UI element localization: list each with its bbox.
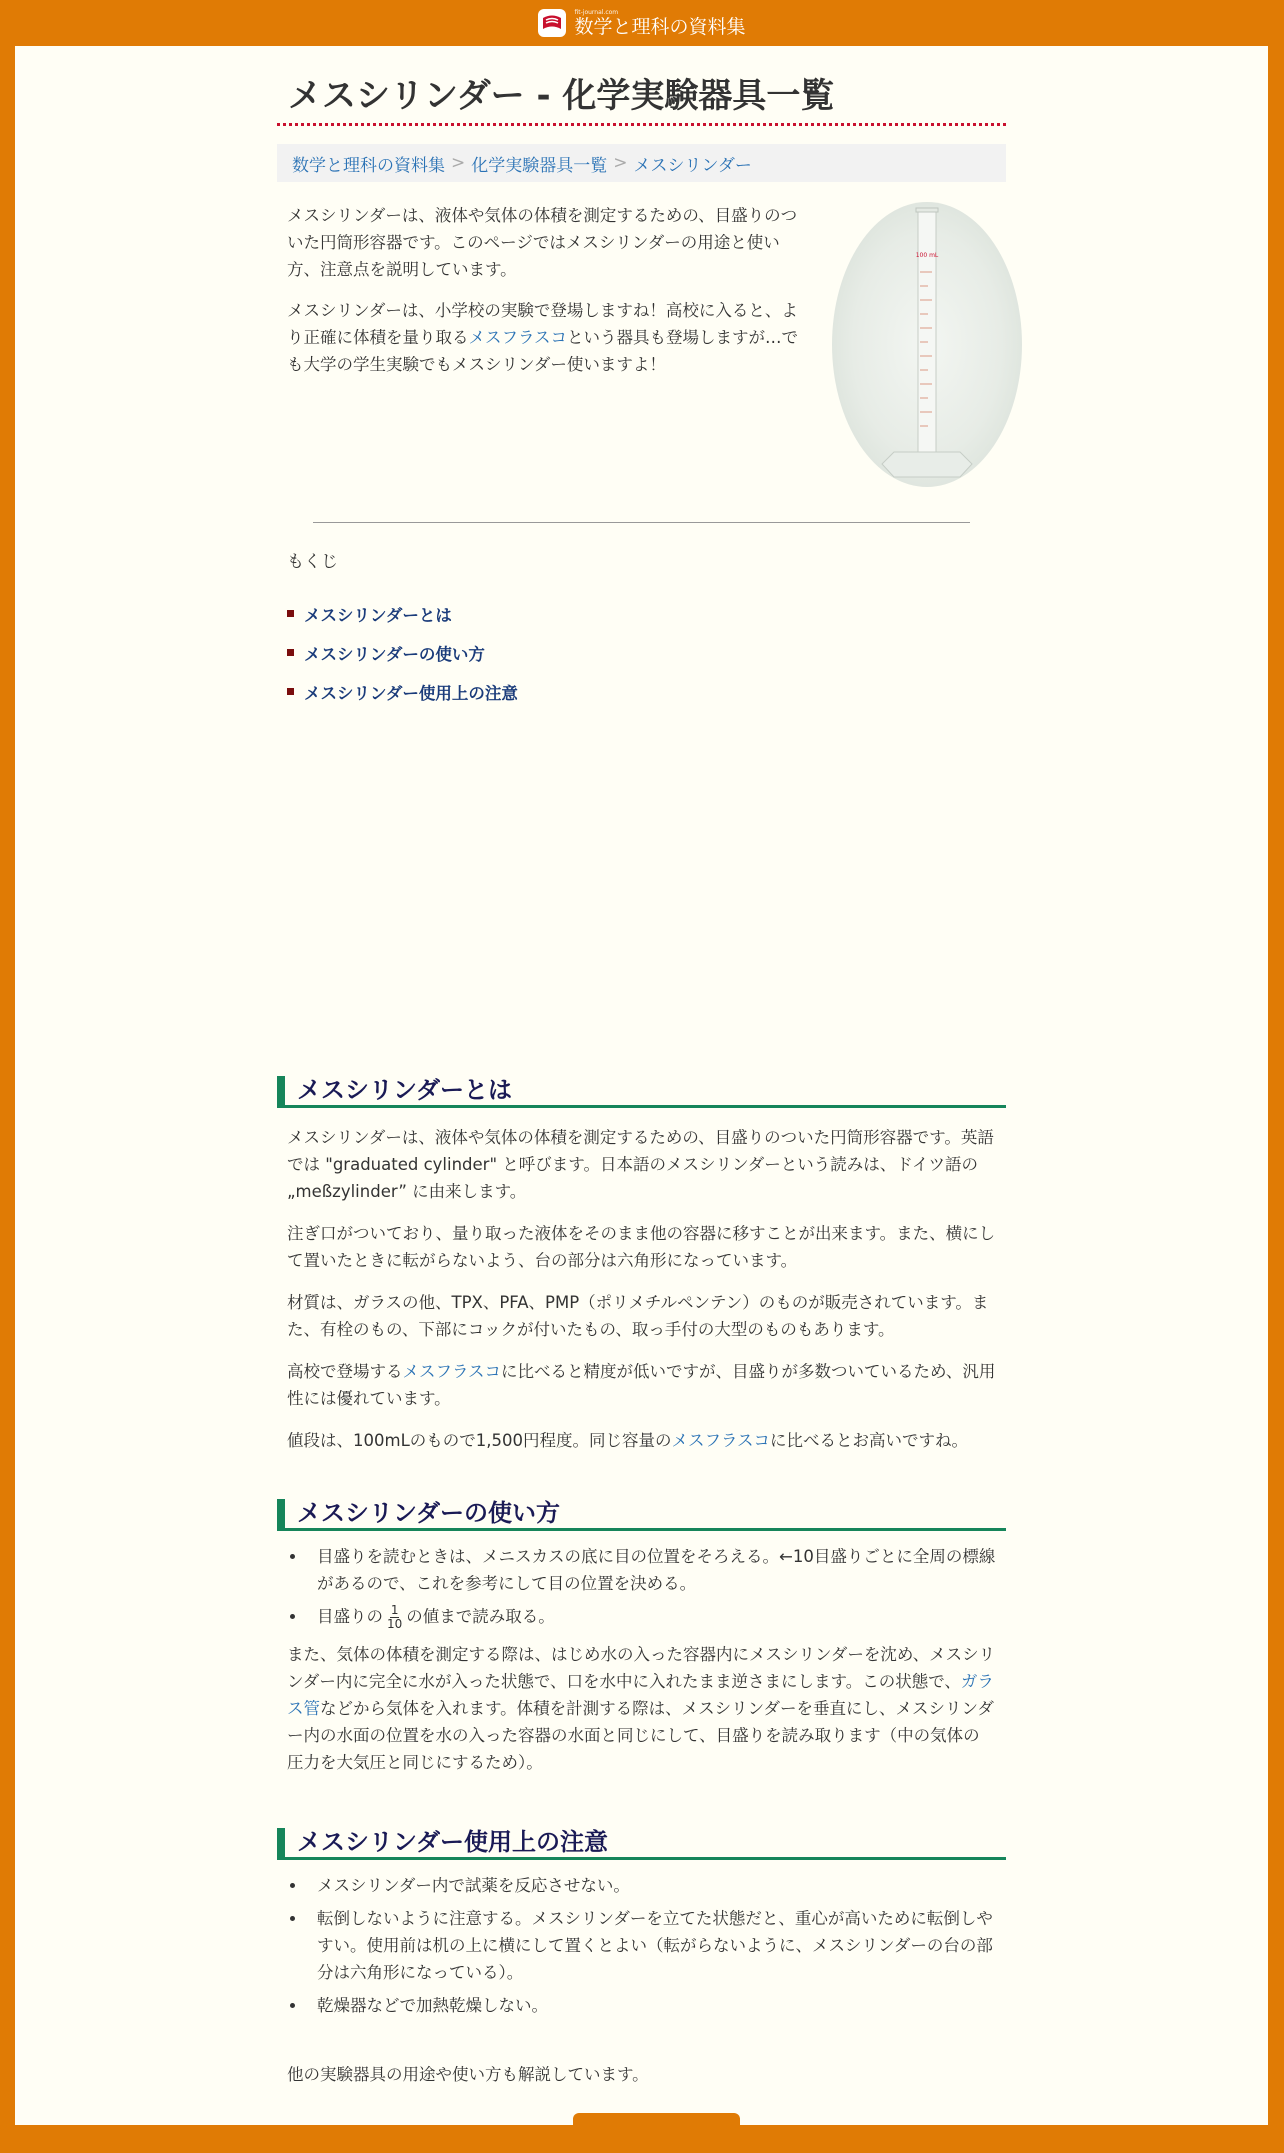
section-heading-about: メスシリンダーとは bbox=[277, 1076, 1006, 1108]
list-item: • 目盛りを読むときは、メニスカスの底に目の位置をそろえる。←10目盛りごとに全周の標線があるので、これを参考にして目の位置を決める。 bbox=[307, 1543, 996, 1597]
text-span: に比べるとお高いですね。 bbox=[770, 1431, 969, 1450]
link-volumetric-flask[interactable]: メスフラスコ bbox=[468, 328, 568, 347]
breadcrumb bbox=[277, 144, 1006, 182]
section-about-body bbox=[277, 1124, 1006, 1454]
site-logo[interactable] bbox=[538, 9, 745, 37]
text-span: という器具も登場しますが…でも大学の学生実験でもメスシリンダー使いますよ！ bbox=[287, 328, 799, 374]
text-span: メスシリンダーは、小学校の実験で登場しますね！高校に入ると、より正確に体積を量り取る bbox=[287, 301, 798, 347]
paragraph bbox=[287, 1641, 996, 1776]
logo-subtitle: fit-journal.com bbox=[574, 8, 619, 16]
section-heading-usage: メスシリンダーの使い方 bbox=[277, 1499, 1006, 1531]
text-span: また、気体の体積を測定する際は、はじめ水の入った容器内にメスシリンダーを沈め、メスシリンダー内に完全に水が入った状態で、口を水中に入れたまま逆さまにします。この状態で、 bbox=[287, 1645, 996, 1691]
more-button[interactable] bbox=[573, 2113, 740, 2153]
list-item: • 乾燥器などで加熱乾燥しない。 bbox=[307, 1992, 996, 2019]
text-span: 目盛りの bbox=[317, 1607, 383, 1626]
toc-link-about[interactable]: メスシリンダーとは bbox=[304, 605, 452, 625]
toc-item bbox=[287, 633, 1006, 672]
square-bullet-icon bbox=[287, 688, 294, 695]
toc-item bbox=[287, 672, 1006, 711]
square-bullet-icon bbox=[287, 649, 294, 656]
usage-list bbox=[287, 1543, 996, 1631]
divider bbox=[313, 522, 970, 523]
svg-text:100 mL: 100 mL bbox=[915, 252, 939, 259]
text-span: に比べると精度が低いですが、目盛りが多数ついているため、汎用性には優れています。 bbox=[287, 1362, 996, 1408]
site-header bbox=[0, 0, 1284, 46]
paragraph: メスシリンダーは、液体や気体の体積を測定するための、目盛りのついた円筒形容器です。英語では "graduated cylinder" と呼びます。日本語のメスシリンダーという読みは、ドイツ語の „meßzylinder” に由来します。 bbox=[287, 1128, 994, 1201]
section-usage-body bbox=[277, 1543, 1006, 1776]
paragraph bbox=[287, 1427, 996, 1454]
page-title: メスシリンダー - 化学実験器具一覧 bbox=[277, 46, 1006, 126]
intro-paragraph-1: メスシリンダーは、液体や気体の体積を測定するための、目盛りのついた円筒形容器です。このページではメスシリンダーの用途と使い方、注意点を説明しています。 bbox=[287, 206, 798, 279]
fraction-numerator: 1 bbox=[390, 1603, 399, 1617]
link-volumetric-flask[interactable]: メスフラスコ bbox=[402, 1362, 502, 1381]
breadcrumb-home[interactable]: 数学と理科の資料集 bbox=[292, 155, 445, 176]
fraction bbox=[387, 1604, 402, 1631]
breadcrumb-separator: > bbox=[613, 153, 628, 173]
main-content bbox=[277, 46, 1006, 2085]
breadcrumb-category[interactable]: 化学実験器具一覧 bbox=[471, 155, 608, 176]
text-span: などから気体を入れます。体積を計測する際は、メスシリンダーを垂直にし、メスシリンダー内の水面の位置を水の入った容器の水面と同じにして、目盛りを読み取ります（中の気体の圧力を大気圧と同じにするため）。 bbox=[287, 1699, 994, 1772]
paragraph: 材質は、ガラスの他、TPX、PFA、PMP（ポリメチルペンテン）のものが販売されています。また、有栓のもの、下部にコックが付いたもの、取っ手付の大型のものもあります。 bbox=[287, 1293, 989, 1339]
paragraph bbox=[287, 1358, 996, 1412]
square-bullet-icon bbox=[287, 610, 294, 617]
book-icon bbox=[538, 9, 566, 37]
link-glass-tube[interactable]: ガラス管 bbox=[287, 1672, 994, 1718]
footer-text: 他の実験器具の用途や使い方も解説しています。 bbox=[287, 2065, 649, 2084]
fraction-denominator: 10 bbox=[387, 1617, 403, 1631]
ad-space bbox=[277, 711, 1006, 1076]
breadcrumb-current[interactable]: メスシリンダー bbox=[633, 155, 752, 176]
toc-item bbox=[287, 594, 1006, 633]
table-of-contents bbox=[277, 594, 1006, 711]
text-span: 値段は、100mLのもので1,500円程度。同じ容量の bbox=[287, 1431, 672, 1450]
paragraph: 注ぎ口がついており、量り取った液体をそのまま他の容器に移すことが出来ます。また、横にして置いたときに転がらないよう、台の部分は六角形になっています。 bbox=[287, 1224, 996, 1270]
list-item bbox=[307, 1603, 996, 1631]
list-item: • 転倒しないように注意する。メスシリンダーを立てた状態だと、重心が高いために転倒しやすい。使用前は机の上に横にして置くとよい（転がらないように、メスシリンダーの台の部分は六角形になっている）。 bbox=[307, 1905, 996, 1986]
intro-section bbox=[277, 182, 1006, 494]
toc-title: もくじ bbox=[287, 552, 338, 572]
section-cautions-body bbox=[277, 1872, 1006, 2019]
breadcrumb-separator: > bbox=[451, 153, 466, 173]
link-volumetric-flask[interactable]: メスフラスコ bbox=[671, 1431, 771, 1450]
section-heading-cautions: メスシリンダー使用上の注意 bbox=[277, 1828, 1006, 1860]
list-item: • メスシリンダー内で試薬を反応させない。 bbox=[307, 1872, 996, 1899]
text-span: 高校で登場する bbox=[287, 1362, 403, 1381]
graduated-cylinder-photo bbox=[832, 202, 1022, 487]
text-span: の値まで読み取る。 bbox=[406, 1607, 555, 1626]
cautions-list bbox=[287, 1872, 996, 2019]
intro-paragraph-2 bbox=[287, 297, 802, 378]
toc-link-usage[interactable]: メスシリンダーの使い方 bbox=[304, 644, 485, 664]
site-name: 数学と理科の資料集 bbox=[574, 15, 746, 38]
page-container bbox=[15, 46, 1268, 2125]
toc-link-cautions[interactable]: メスシリンダー使用上の注意 bbox=[304, 683, 518, 703]
